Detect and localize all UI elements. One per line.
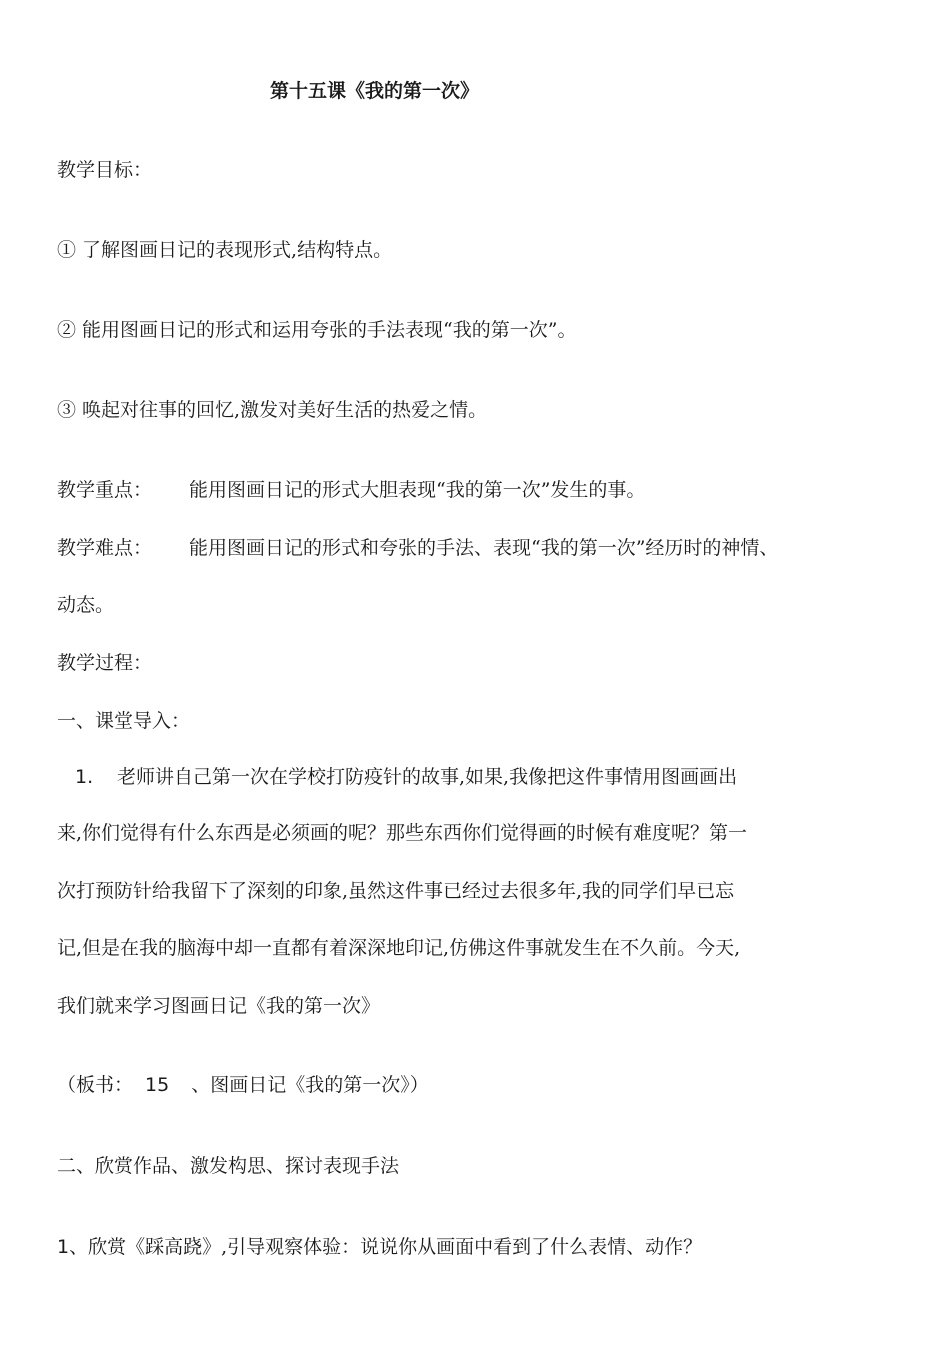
difficulty-row [57, 536, 778, 560]
objective-item-2: ② 能用图画日记的形式和运用夸张的手法表现“我的第一次”。 [57, 319, 577, 341]
section1-item-1 [57, 765, 737, 789]
difficulty-text: 能用图画日记的形式和夸张的手法、表现“我的第一次”经历时的神情、 [189, 537, 779, 559]
section2-item-1 [57, 1235, 702, 1259]
blackboard-number: 15 [145, 1074, 170, 1096]
blackboard-suffix: 、图画日记《我的第一次》） [191, 1074, 429, 1096]
objective-item-1: ① 了解图画日记的表现形式,结构特点。 [57, 239, 393, 261]
key-point-label: 教学重点： [57, 479, 153, 501]
section2-heading: 二、欣赏作品、激发构思、探讨表现手法 [57, 1155, 400, 1177]
objectives-heading: 教学目标： [57, 159, 153, 181]
blackboard-prefix: （板书： [57, 1074, 134, 1096]
section1-line-1: 老师讲自己第一次在学校打防疫针的故事,如果,我像把这件事情用图画画出 [117, 766, 738, 788]
page-title: 第十五课《我的第一次》 [270, 80, 480, 102]
difficulty-continuation: 动态。 [57, 594, 115, 616]
key-point-row [57, 478, 645, 502]
key-point-text: 能用图画日记的形式大胆表现“我的第一次”发生的事。 [189, 479, 646, 501]
section2-item-text: 、欣赏《踩高跷》,引导观察体验：说说你从画面中看到了什么表情、动作？ [69, 1236, 703, 1258]
difficulty-label: 教学难点： [57, 537, 153, 559]
section1-line-5: 我们就来学习图画日记《我的第一次》 [57, 995, 381, 1017]
objective-item-3: ③ 唤起对往事的回忆,激发对美好生活的热爱之情。 [57, 399, 488, 421]
section1-line-2: 来,你们觉得有什么东西是必须画的呢？那些东西你们觉得画的时候有难度呢？第一 [57, 822, 748, 844]
blackboard-note [57, 1073, 429, 1097]
section1-line-4: 记,但是在我的脑海中却一直都有着深深地印记,仿佛这件事就发生在不久前。今天, [57, 937, 741, 959]
process-heading: 教学过程： [57, 652, 153, 674]
section2-item-number: 1 [57, 1236, 70, 1258]
section1-line-3: 次打预防针给我留下了深刻的印象,虽然这件事已经过去很多年,我的同学们早已忘 [57, 880, 735, 902]
section1-item-number: 1. [75, 766, 94, 788]
section1-heading: 一、课堂导入： [57, 710, 191, 732]
